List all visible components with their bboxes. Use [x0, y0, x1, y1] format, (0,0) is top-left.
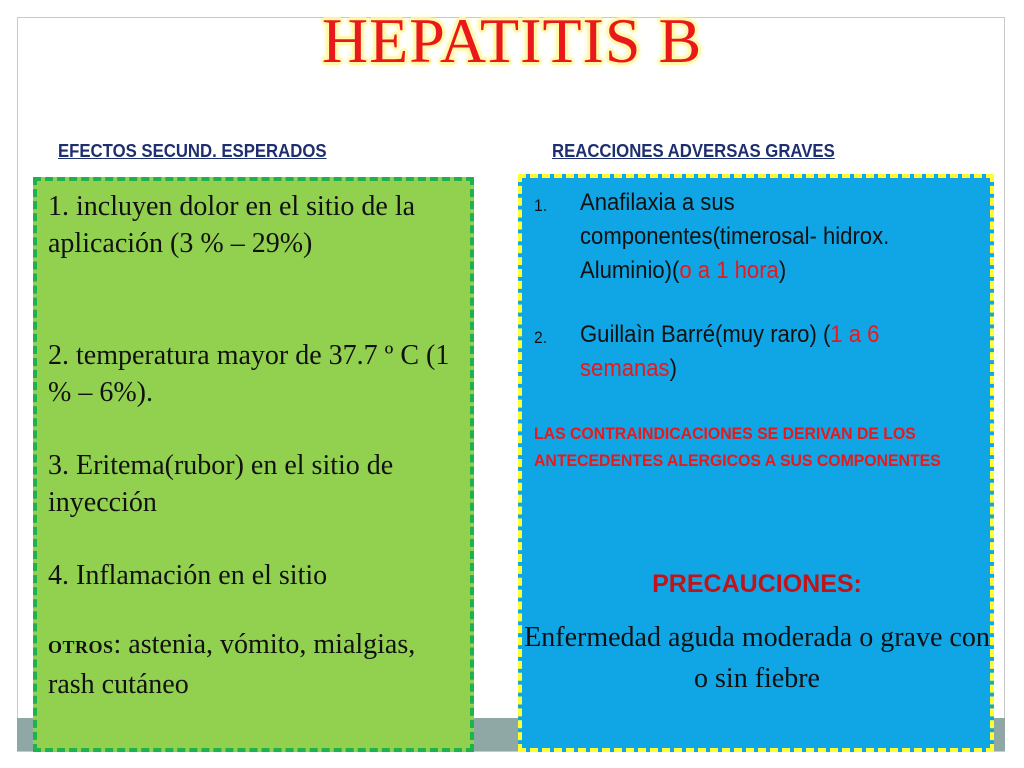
- reaction-time-1: o a 1 hora: [679, 257, 779, 284]
- reaction-text-2: [580, 318, 948, 386]
- precautions-text: Enfermedad aguda moderada o grave con o sin fiebre: [524, 622, 990, 694]
- reaction-text-2-main: Guillaìn Barré(muy raro) (: [580, 321, 831, 348]
- right-column-heading: REACCIONES ADVERSAS GRAVES: [552, 141, 835, 161]
- reaction-time-2: 1 a 6 semanas: [580, 321, 880, 382]
- effect-item-otros: [48, 626, 463, 703]
- effect-item-2: 2. temperatura mayor de 37.7 º C (1 % – 6%).: [48, 340, 450, 408]
- effect-item-4: 4. Inflamación en el sitio: [48, 560, 328, 591]
- effect-item-3: 3. Eritema(rubor) en el sitio de inyección: [48, 450, 394, 518]
- reaction-item-1: [534, 186, 948, 288]
- reaction-number-2: 2.: [534, 328, 548, 347]
- precautions-title: PRECAUCIONES:: [652, 570, 862, 598]
- reaction-item-2: [534, 318, 948, 386]
- otros-label: OTROS: [48, 637, 114, 657]
- slide-title: HEPATITIS B: [321, 5, 703, 76]
- reaction-text-1-end: ): [778, 257, 787, 284]
- otros-text: : astenia, vómito, mialgias, rash cutáneo: [48, 629, 416, 700]
- contraindications-note: LAS CONTRAINDICACIONES SE DERIVAN DE LOS ANTECEDENTES ALERGICOS A SUS COMPONENTES: [534, 424, 941, 470]
- reaction-text-1-main: Anafilaxia a sus componentes(timerosal- hidrox. Aluminio)(: [580, 189, 890, 284]
- reaction-text-2-end: ): [669, 355, 677, 382]
- reaction-text-1: [580, 186, 948, 288]
- effect-item-1: 1. incluyen dolor en el sitio de la aplicación (3 % – 29%): [48, 191, 416, 259]
- left-column-heading: EFECTOS SECUND. ESPERADOS: [58, 141, 327, 161]
- reaction-number-1: 1.: [534, 196, 548, 215]
